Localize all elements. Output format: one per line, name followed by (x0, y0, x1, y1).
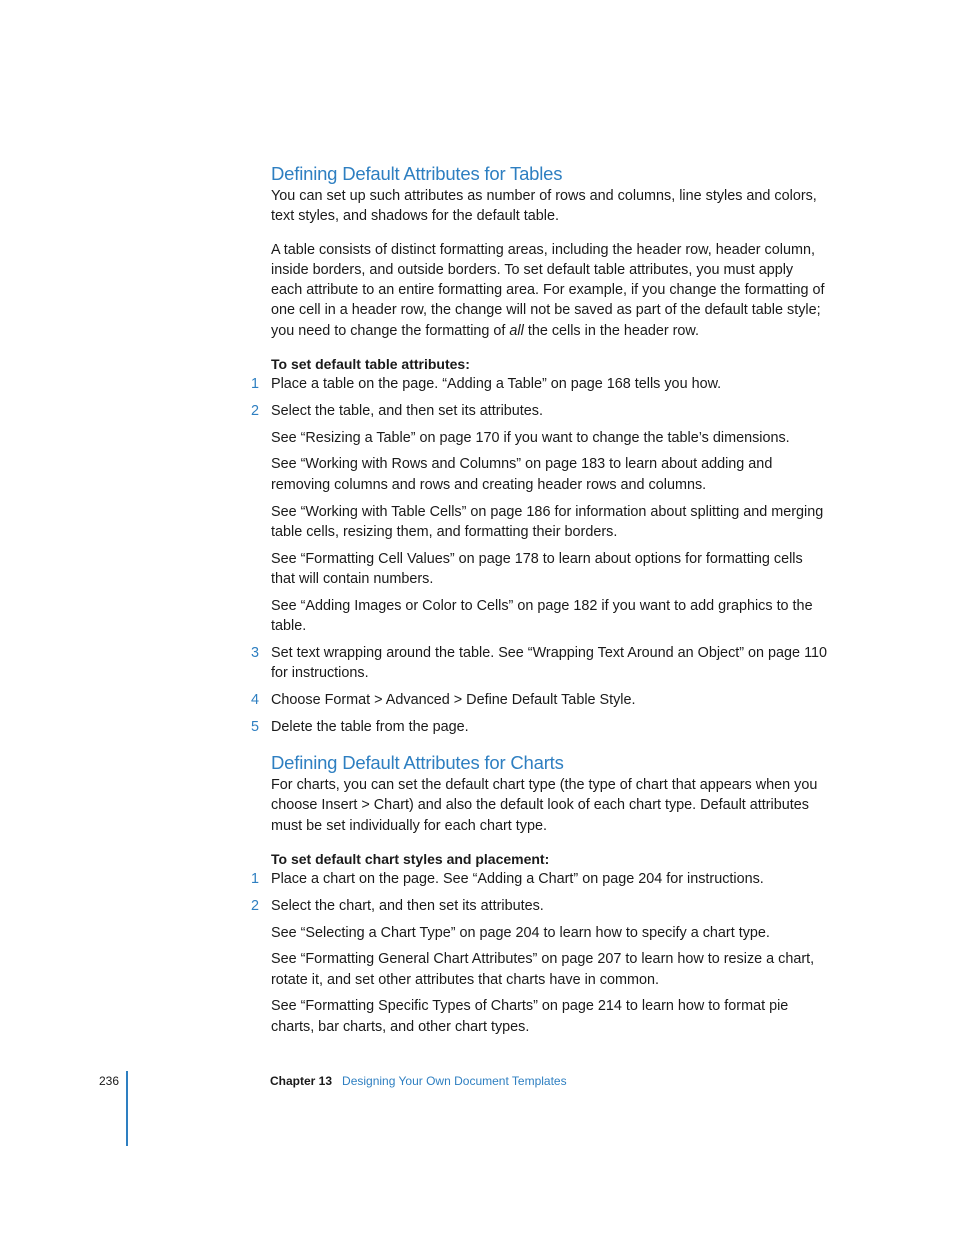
footer-rule (126, 1071, 128, 1146)
step-number: 1 (251, 870, 260, 887)
section-heading-charts: Defining Default Attributes for Charts (271, 752, 564, 774)
step-number: 2 (251, 402, 260, 419)
step-item (251, 690, 827, 710)
tables-procedure-lead: To set default table attributes: (271, 356, 470, 373)
step-subparagraph: See “Adding Images or Color to Cells” on page 182 if you want to add graphics to the table. (271, 597, 813, 635)
tables-intro: You can set up such attributes as number of rows and columns, line styles and colors, text styles, and shadows for the default table. (271, 188, 817, 225)
step-number: 5 (251, 718, 260, 735)
step-subparagraph: See “Formatting General Chart Attributes” on page 207 to learn how to resize a chart, rotate it, and set other attributes that charts have in common. (271, 951, 815, 988)
step-text: Choose Format > Advanced > Define Default Table Style. (271, 691, 636, 708)
emphasis-all: all (509, 322, 524, 339)
paragraph-text: the cells in the header row. (523, 322, 700, 339)
step-number: 3 (251, 644, 260, 661)
chapter-title-link[interactable]: Designing Your Own Document Templates (342, 1074, 567, 1088)
step-subparagraph: See “Formatting Cell Values” on page 178 to learn about options for formatting cells that will contain numbers. (271, 550, 803, 587)
step-text: Select the chart, and then set its attributes. (271, 897, 544, 914)
step-text: Select the table, and then set its attributes. (271, 402, 543, 419)
charts-intro: For charts, you can set the default chart type (the type of chart that appears when you choose Insert > Chart) and also the default look of each chart type. Default attributes must be set individually for each chart type. (271, 777, 818, 834)
chapter-label: Chapter 13 (270, 1074, 333, 1088)
footer-chapter (270, 1073, 567, 1089)
step-subparagraph: See “Formatting Specific Types of Charts” on page 214 to learn how to format pie charts, bar charts, and other chart types. (271, 998, 789, 1035)
step-text: Delete the table from the page. (271, 718, 469, 735)
step-item (251, 401, 827, 421)
step-number: 4 (251, 691, 260, 708)
charts-procedure-lead: To set default chart styles and placement: (271, 850, 550, 867)
step-item (251, 896, 827, 916)
page-content (251, 162, 828, 1037)
step-subparagraph: See “Resizing a Table” on page 170 if you want to change the table’s dimensions. (271, 429, 790, 446)
step-subparagraph: See “Selecting a Chart Type” on page 204 to learn how to specify a chart type. (271, 924, 770, 941)
page-number: 236 (99, 1074, 120, 1088)
step-text: Place a chart on the page. See “Adding a Chart” on page 204 for instructions. (271, 870, 764, 887)
step-number: 2 (251, 897, 260, 914)
step-subparagraph: See “Working with Rows and Columns” on page 183 to learn about adding and removing columns and rows and creating header rows and columns. (271, 456, 773, 493)
step-number: 1 (251, 376, 260, 393)
section-heading-tables: Defining Default Attributes for Tables (271, 163, 563, 184)
step-item (251, 643, 828, 684)
step-item (251, 717, 827, 737)
step-item (251, 869, 827, 889)
step-item (251, 374, 827, 394)
step-text: Place a table on the page. “Adding a Table” on page 168 tells you how. (271, 376, 722, 393)
tables-formatting-areas-paragraph (271, 240, 827, 341)
step-text: Set text wrapping around the table. See “Wrapping Text Around an Object” on page 110 for instructions. (271, 644, 828, 682)
paragraph-text: A table consists of distinct formatting areas, including the header row, header column, inside borders, and outside borders. To set default table attributes, you must apply each attribute to an entire formatting area. For example, if you change the formatting of one cell in a header row, the change will not be saved as part of the default table style; you need to change the formatting of (271, 241, 825, 339)
step-subparagraph: See “Working with Table Cells” on page 186 for information about splitting and merging table cells, resizing them, and formatting their borders. (271, 503, 824, 540)
